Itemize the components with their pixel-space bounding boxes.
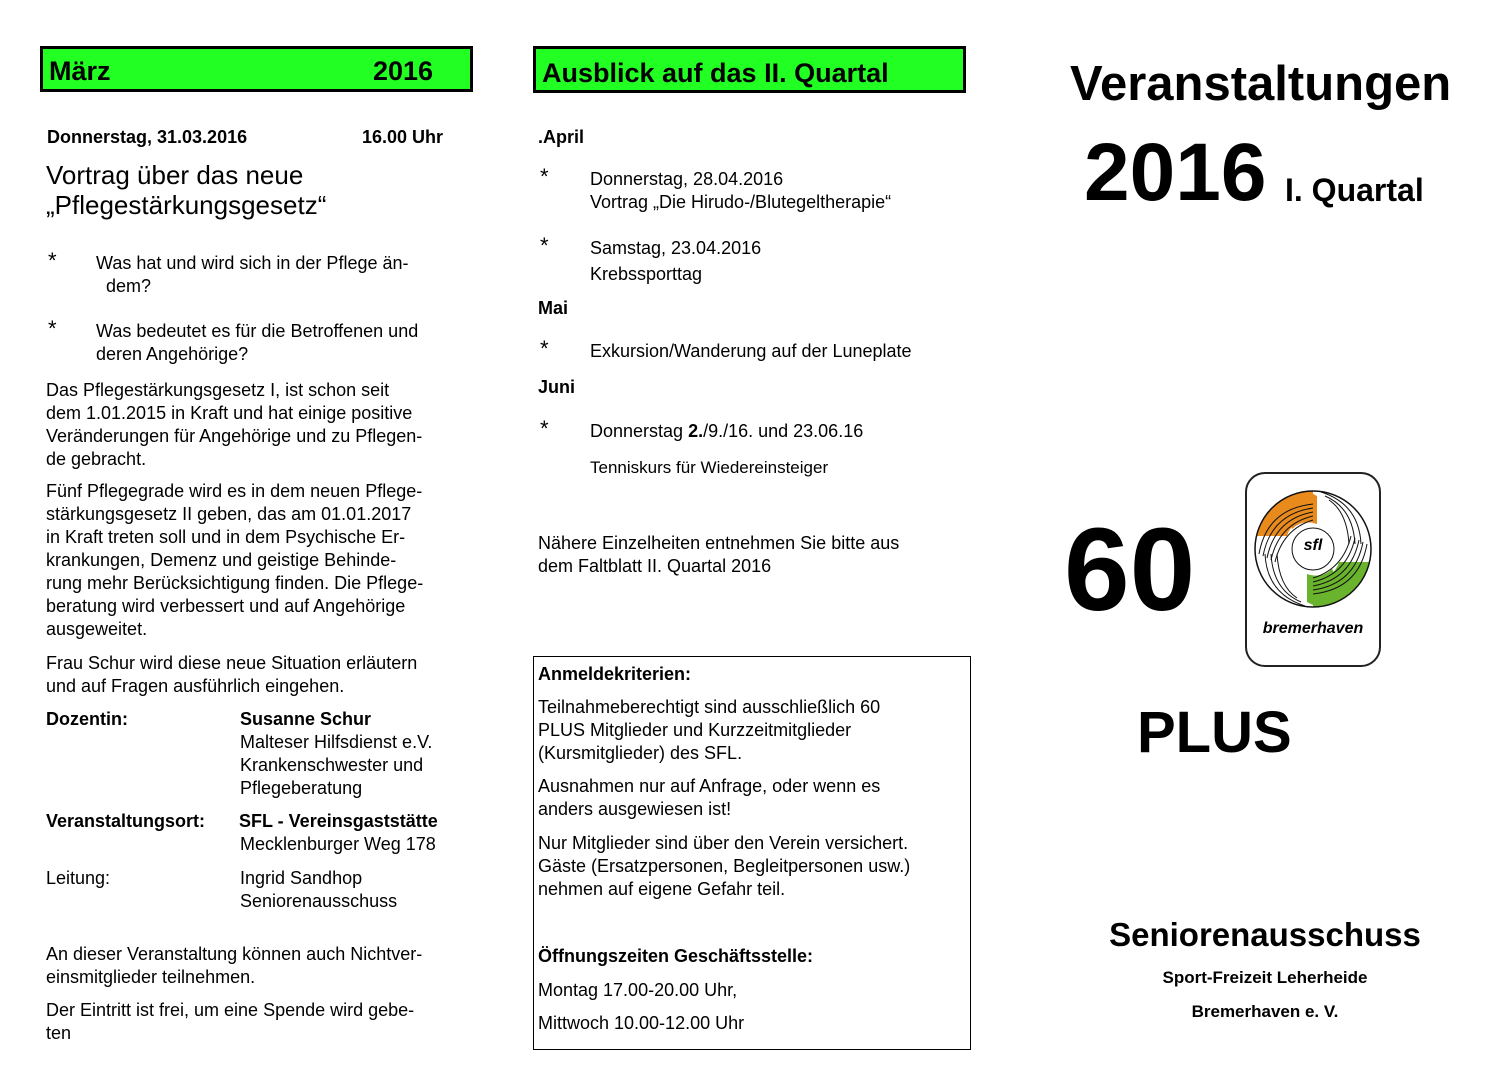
dozentin-role: Krankenschwester und — [240, 755, 424, 775]
quarter-label: I. Quartal — [1285, 172, 1424, 208]
text-line: Fünf Pflegegrade wird es in dem neuen Pflege- — [46, 481, 423, 501]
criteria-title: Anmeldekriterien: — [538, 664, 692, 684]
event-title-line: „Pflegestärkungsgesetz“ — [46, 190, 327, 220]
item-title: Exkursion/Wanderung auf der Luneplate — [590, 341, 912, 361]
opening-hours-wednesday: Mittwoch 10.00-12.00 Uhr — [538, 1013, 745, 1033]
year-big: 2016 — [1084, 127, 1267, 218]
item-title: Tenniskurs für Wiedereinsteiger — [590, 458, 829, 477]
paragraph-pflegegesetz-1 — [46, 379, 422, 471]
dozentin-org: Malteser Hilfsdienst e.V. — [240, 732, 433, 752]
text-line: de gebracht. — [46, 449, 147, 469]
item-title: Krebssporttag — [590, 264, 703, 284]
ort-label: Veranstaltungsort: — [46, 811, 206, 831]
opening-hours-monday: Montag 17.00-20.00 Uhr, — [538, 980, 738, 1000]
text-line: rung mehr Berücksichtigung finden. Die Pflege- — [46, 573, 424, 593]
text-part: 2. — [688, 421, 704, 441]
text-line: Veränderungen für Angehörige und zu Pflegen- — [46, 426, 423, 446]
page-title: Veranstaltungen — [1070, 57, 1452, 111]
event-title-line: Vortrag über das neue — [46, 160, 304, 190]
text-line: dem Faltblatt II. Quartal 2016 — [538, 556, 772, 576]
criteria-paragraph — [538, 832, 910, 901]
asterisk-icon: * — [540, 233, 549, 258]
leitung-name: Ingrid Sandhop — [240, 868, 363, 888]
text-line: Ausnahmen nur auf Anfrage, oder wenn es — [538, 776, 881, 796]
dozentin-label: Dozentin: — [46, 709, 128, 729]
note-nichtmitglieder — [46, 943, 422, 989]
month-label: März — [49, 56, 111, 86]
bullet-text: Was bedeutet es für die Betroffenen und — [96, 321, 419, 341]
org-line-1: Sport-Freizeit Leherheide — [1162, 968, 1368, 987]
ort-name: SFL - Vereinsgaststätte — [239, 811, 438, 831]
more-info-text — [538, 532, 899, 578]
text-line: PLUS Mitglieder und Kurzzeitmitglieder — [538, 720, 852, 740]
sixty-big: 60 — [1064, 504, 1196, 636]
outlook-header-box — [533, 46, 966, 93]
text-line: anders ausgewiesen ist! — [538, 799, 732, 819]
text-line: Gäste (Ersatzpersonen, Begleitpersonen usw.) — [538, 856, 911, 876]
text-line: Der Eintritt ist frei, um eine Spende wird gebe- — [46, 1000, 415, 1020]
text-part: Donnerstag — [590, 421, 689, 441]
asterisk-icon: * — [48, 248, 57, 273]
text-line: beratung wird verbessert und auf Angehörige — [46, 596, 406, 616]
outlook-item — [538, 416, 958, 479]
ort-info — [239, 810, 438, 856]
month-juni: Juni — [538, 377, 576, 397]
logo-center-text: sfl — [1303, 537, 1323, 554]
dozentin-role: Pflegeberatung — [240, 778, 363, 798]
leitung-org: Seniorenausschuss — [240, 891, 398, 911]
org-title: Seniorenausschuss — [1109, 916, 1421, 953]
leitung-label: Leitung: — [46, 868, 111, 888]
text-line: An dieser Veranstaltung können auch Nichtver- — [46, 944, 423, 964]
text-line: in Kraft treten soll und in dem Psychische Er- — [46, 527, 406, 547]
text-part: /9./16. und 23.06.16 — [703, 421, 864, 441]
text-line: Das Pflegestärkungsgesetz I, ist schon seit — [46, 380, 390, 400]
text-line: nehmen auf eigene Gefahr teil. — [538, 879, 786, 899]
text-line: Nähere Einzelheiten entnehmen Sie bitte aus — [538, 533, 900, 553]
event-date: Donnerstag, 31.03.2016 — [47, 127, 248, 147]
paragraph-pflegegesetz-2 — [46, 480, 423, 641]
logo-bottom-text: bremerhaven — [1262, 620, 1364, 637]
text-line: ten — [46, 1023, 72, 1043]
text-line: (Kursmitglieder) des SFL. — [538, 743, 743, 763]
text-line: dem 1.01.2015 in Kraft und hat einige positive — [46, 403, 413, 423]
bullet-item — [46, 248, 466, 298]
outlook-item — [538, 164, 958, 214]
item-date: Samstag, 23.04.2016 — [590, 238, 762, 258]
registration-criteria-box — [533, 656, 971, 1050]
item-date: Donnerstag, 28.04.2016 — [590, 169, 784, 189]
text-line: und auf Fragen ausführlich eingehen. — [46, 676, 345, 696]
bullet-item — [46, 316, 466, 366]
text-line: krankungen, Demenz und geistige Behinde- — [46, 550, 397, 570]
criteria-paragraph — [538, 775, 880, 821]
outlook-item — [538, 336, 958, 363]
sfl-logo — [1245, 472, 1381, 667]
dozentin-info — [240, 708, 432, 800]
bullet-text: Was hat und wird sich in der Pflege än- — [96, 253, 409, 273]
outlook-title: Ausblick auf das II. Quartal — [542, 58, 889, 88]
text-line: Nur Mitglieder sind über den Verein versichert. — [538, 833, 909, 853]
bullet-text: dem? — [106, 276, 152, 296]
asterisk-icon: * — [540, 416, 549, 441]
criteria-paragraph — [538, 696, 880, 765]
item-title: Vortrag „Die Hirudo-/Blutegeltherapie“ — [590, 192, 892, 212]
asterisk-icon: * — [48, 316, 57, 341]
month-april: .April — [538, 127, 585, 147]
asterisk-icon: * — [540, 336, 549, 361]
text-line: ausgeweitet. — [46, 619, 148, 639]
ort-address: Mecklenburger Weg 178 — [240, 834, 436, 854]
bullet-text: deren Angehörige? — [96, 344, 249, 364]
text-line: Teilnahmeberechtigt sind ausschließlich 60 — [538, 697, 881, 717]
event-title — [46, 160, 326, 220]
month-header-box — [40, 46, 473, 92]
event-time: 16.00 Uhr — [362, 127, 444, 147]
plus-label: PLUS — [1137, 700, 1292, 765]
outlook-item — [538, 233, 958, 286]
leitung-info — [240, 867, 397, 913]
text-line: einsmitglieder teilnehmen. — [46, 967, 256, 987]
text-line: stärkungsgesetz II geben, das am 01.01.2017 — [46, 504, 412, 524]
opening-hours-title: Öffnungszeiten Geschäftsstelle: — [538, 946, 814, 966]
item-date — [538, 416, 958, 443]
year-label: 2016 — [373, 56, 434, 86]
dozentin-name: Susanne Schur — [240, 709, 372, 729]
note-eintritt — [46, 999, 414, 1045]
month-mai: Mai — [538, 298, 569, 318]
paragraph-schur — [46, 652, 417, 698]
text-line: Frau Schur wird diese neue Situation erläutern — [46, 653, 418, 673]
asterisk-icon: * — [540, 164, 549, 189]
org-line-2: Bremerhaven e. V. — [1191, 1002, 1339, 1021]
